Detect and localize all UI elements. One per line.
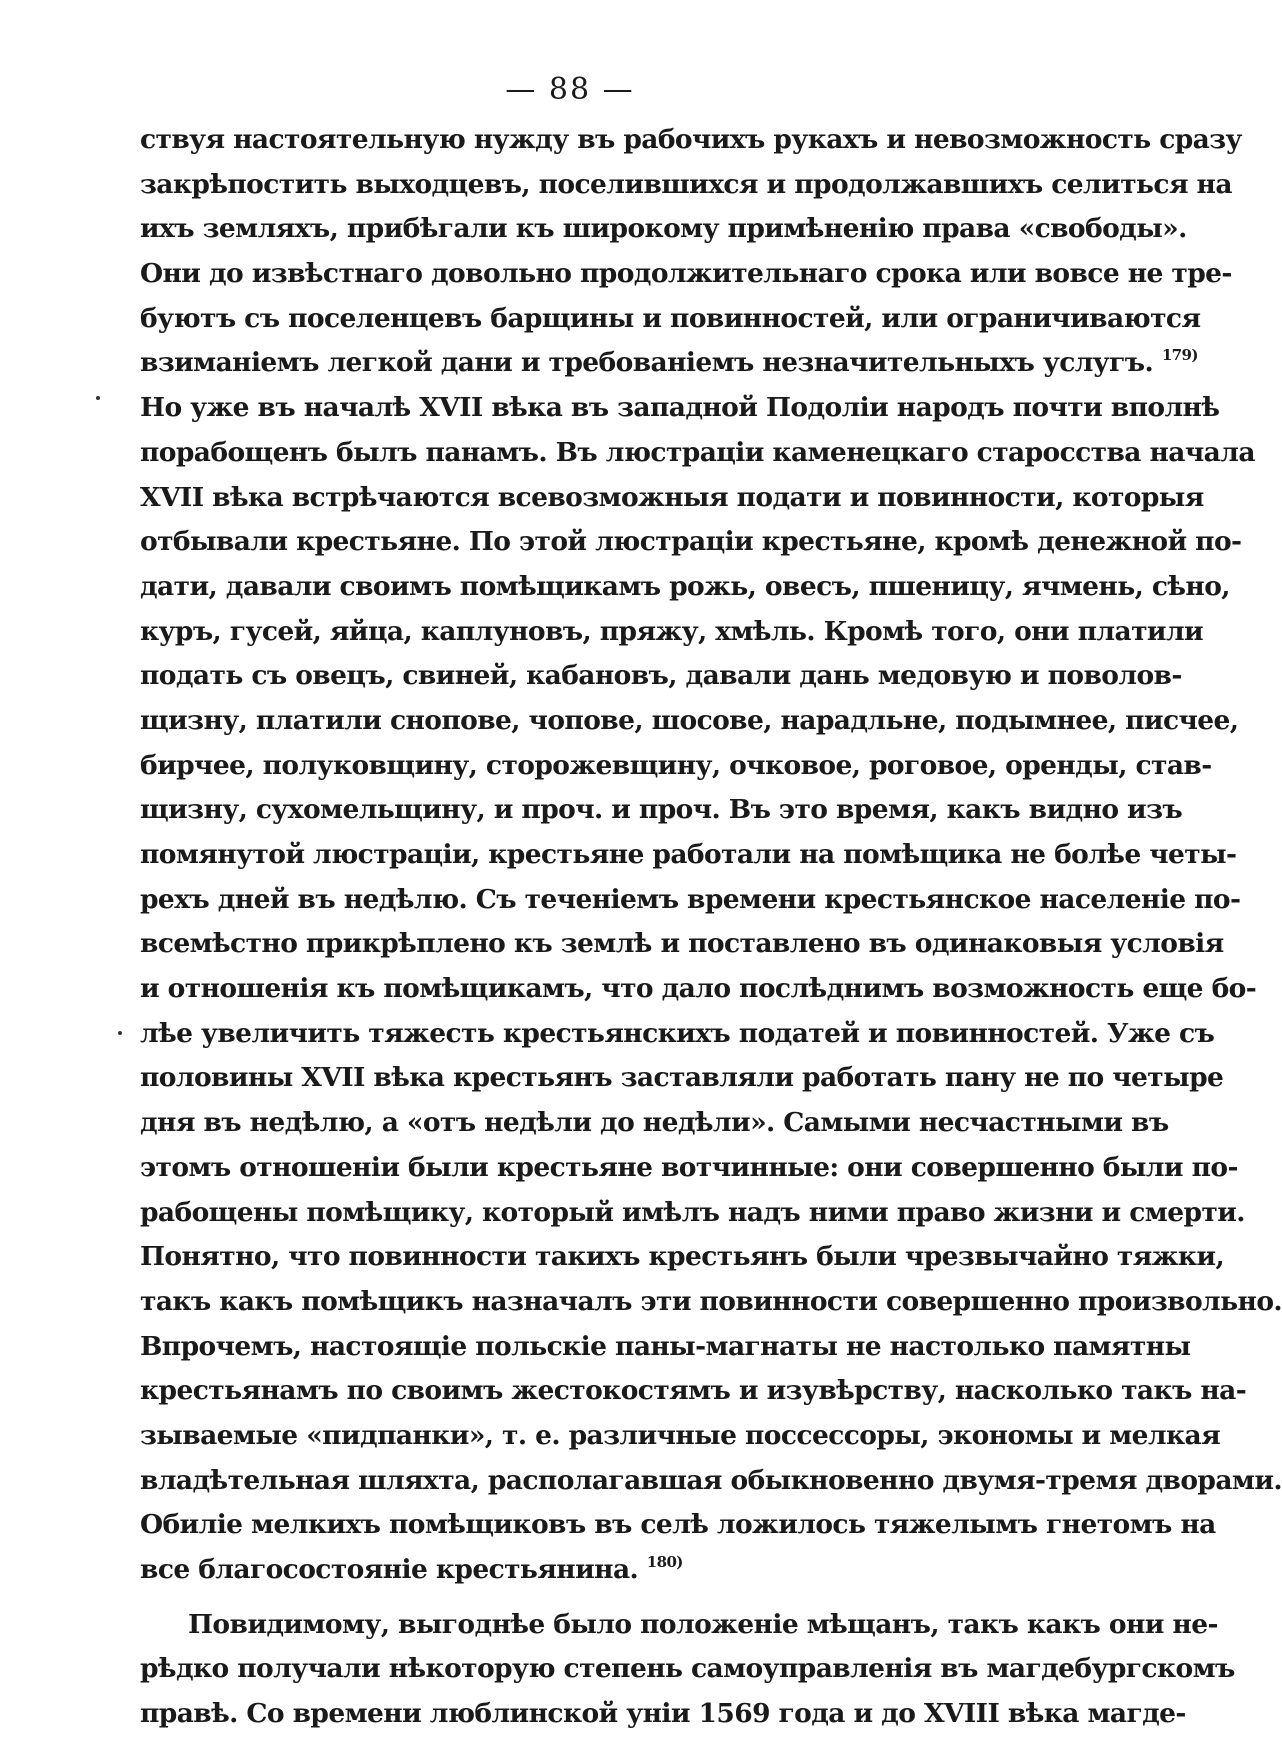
text-line: отбывали крестьяне. По этой люстраціи крестьяне, кромѣ денежной по- bbox=[140, 526, 1242, 558]
text-line: дня въ недѣлю, а «отъ недѣли до недѣли». Самыми несчастными въ bbox=[140, 1107, 1169, 1139]
footnote-reference: 179) bbox=[1161, 346, 1198, 365]
text-line: такъ какъ помѣщикъ назначалъ эти повинности совершенно произвольно. bbox=[140, 1285, 1282, 1317]
text-line: помянутой люстраціи, крестьяне работали на помѣщика не болѣе четы- bbox=[140, 839, 1237, 870]
text-line: Обиліе мелкихъ помѣщиковъ въ селѣ ложилось тяжелымъ гнетомъ на bbox=[140, 1509, 1216, 1541]
text-line: порабощенъ былъ панамъ. Въ люстраціи каменецкаго старосства начала bbox=[140, 436, 1255, 468]
speck-mark bbox=[118, 1031, 122, 1035]
text-line: Впрочемъ, настоящіе польскіе паны-магнаты не настолько памятны bbox=[140, 1330, 1191, 1362]
text-line: лѣе увеличить тяжесть крестьянскихъ податей и повинностей. Уже съ bbox=[140, 1017, 1215, 1049]
text-line: щизну, сухомельщину, и проч. и проч. Въ это время, какъ видно изъ bbox=[140, 794, 1183, 826]
text-line: ствуя настоятельную нужду въ рабочихъ рукахъ и невозможность сразу bbox=[140, 124, 1242, 155]
text-line: все благосостояніе крестьянина. $^{180)}$ bbox=[140, 1553, 683, 1585]
text-line: рѣдко получали нѣкоторую степень самоуправленія въ магдебургскомъ bbox=[140, 1653, 1235, 1685]
text-line: владѣтельная шляхта, располагавшая обыкновенно двумя-тремя дворами. bbox=[140, 1464, 1282, 1496]
text-line: этомъ отношеніи были крестьяне вотчинные: они совершенно были по- bbox=[140, 1151, 1238, 1183]
text-line: дати, давали своимъ помѣщикамъ рожь, овесъ, пшеницу, ячмень, сѣно, bbox=[140, 570, 1230, 602]
text-line: куръ, гусей, яйца, каплуновъ, пряжу, хмѣль. Кромѣ того, они платили bbox=[140, 615, 1204, 647]
text-line: и отношенія къ помѣщикамъ, что дало послѣднимъ возможность еще бо- bbox=[140, 973, 1257, 1005]
paragraph-2 bbox=[140, 1603, 1235, 1737]
body-text bbox=[140, 118, 1282, 1737]
text-line: закрѣпостить выходцевъ, поселившихся и продолжавшихъ селиться на bbox=[140, 168, 1232, 200]
text-line: подать съ овецъ, свиней, кабановъ, давали дань медовую и поволов- bbox=[140, 660, 1182, 692]
text-line: XVII вѣка встрѣчаются всевозможныя подати и повинности, которыя bbox=[140, 481, 1204, 513]
paragraph-1 bbox=[140, 118, 1282, 1593]
text-line: Они до извѣстнаго довольно продолжительнаго срока или вовсе не тре- bbox=[140, 258, 1232, 290]
text-line: крестьянамъ по своимъ жестокостямъ и изувѣрству, насколько такъ на- bbox=[140, 1375, 1247, 1407]
text-line: взиманіемъ легкой дани и требованіемъ незначительныхъ услугъ. $^{179)}$ bbox=[140, 346, 1198, 379]
speck-mark bbox=[96, 396, 100, 400]
text-line: половины XVII вѣка крестьянъ заставляли работать пану не по четыре bbox=[140, 1062, 1224, 1094]
text-line: Но уже въ началѣ XVII вѣка въ западной Подоліи народъ почти вполнѣ bbox=[140, 392, 1220, 424]
text-line: рехъ дней въ недѣлю. Съ теченіемъ времени крестьянское населеніе по- bbox=[140, 883, 1241, 915]
text-line: Понятно, что повинности такихъ крестьянъ были чрезвычайно тяжки, bbox=[140, 1241, 1225, 1273]
text-line: правѣ. Со времени люблинской уніи 1569 года и до XVIII вѣка магде- bbox=[140, 1698, 1186, 1730]
text-line: щизну, платили снопове, чопове, шосове, нарадльне, подымнее, писчее, bbox=[140, 704, 1239, 736]
text-line: буютъ съ поселенцевъ барщины и повинностей, или ограничиваются bbox=[140, 302, 1201, 334]
page-number: — 88 — bbox=[505, 72, 635, 107]
text-line: рабощены помѣщику, который имѣлъ надъ ними право жизни и смерти. bbox=[140, 1196, 1245, 1228]
text-line: зываемые «пидпанки», т. е. различные поссессоры, экономы и мелкая bbox=[140, 1419, 1221, 1451]
text-line: всемѣстно прикрѣплено къ землѣ и поставлено въ одинаковыя условія bbox=[140, 928, 1224, 960]
footnote-reference: 180) bbox=[646, 1553, 683, 1571]
text-line: бирчее, полуковщину, сторожевщину, очковое, роговое, оренды, став- bbox=[140, 749, 1212, 781]
text-line: ихъ земляхъ, прибѣгали къ широкому примѣненію права «свободы». bbox=[140, 213, 1187, 245]
text-line: Повидимому, выгоднѣе было положеніе мѣщанъ, такъ какъ они не- bbox=[188, 1608, 1218, 1640]
